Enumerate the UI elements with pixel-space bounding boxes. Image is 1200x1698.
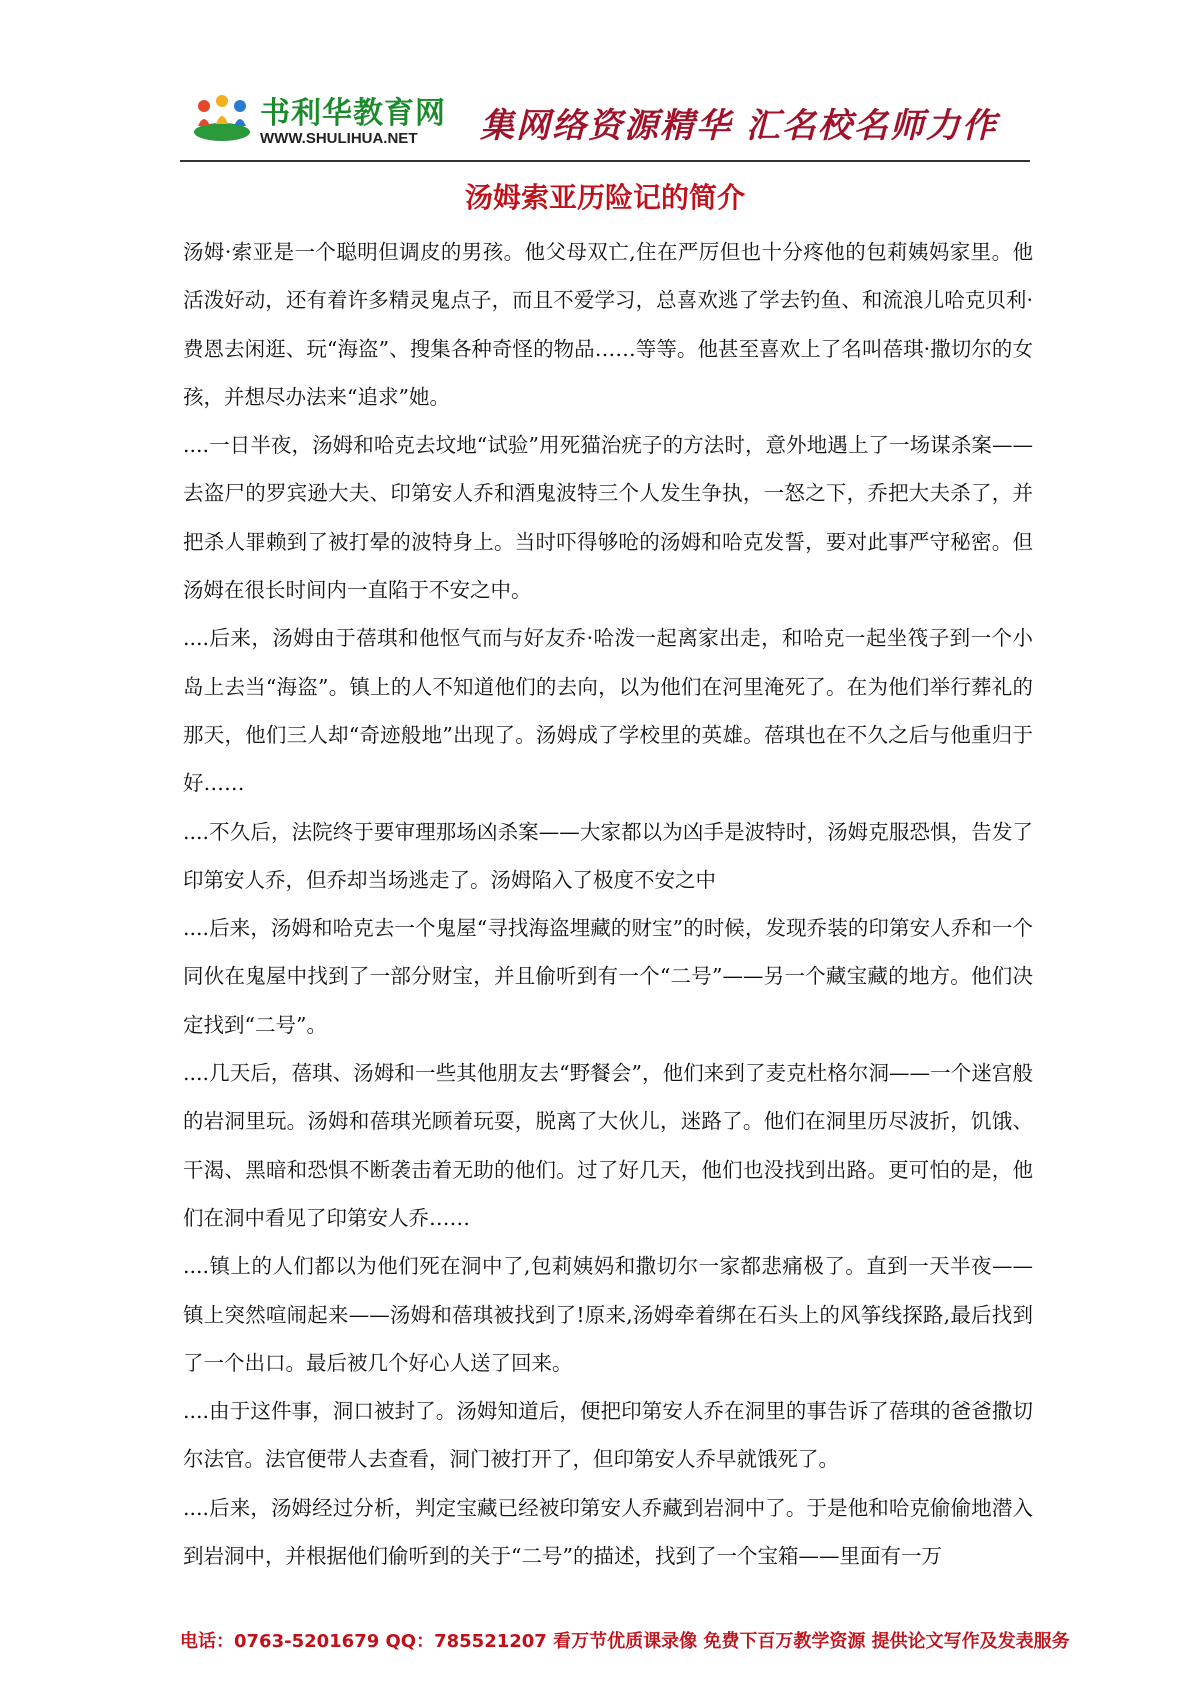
paragraph: ....后来，汤姆由于蓓琪和他怄气而与好友乔·哈泼一起离家出走，和哈克一起坐筏子到一个小岛上去当“海盗”。镇上的人不知道他们的去向，以为他们在河里淹死了。在为他们举行葬礼的那天，他们三人却“奇迹般地”出现了。汤姆成了学校里的英雄。蓓琪也在不久之后与他重归于好……	[183, 626, 1033, 796]
footer-banner: 电话：0763-5201679 QQ：785521207 看万节优质课录像 免费下百万教学资源 提供论文写作及发表服务	[180, 1631, 1070, 1652]
paragraph: ....后来，汤姆和哈克去一个鬼屋“寻找海盗埋藏的财宝”的时候，发现乔装的印第安人乔和一个同伙在鬼屋中找到了一部分财宝，并且偷听到有一个“二号”——另一个藏宝藏的地方。他们决定找到“二号”。	[183, 916, 1033, 1037]
header-divider	[180, 160, 1030, 162]
paragraph: ....镇上的人们都以为他们死在洞中了,包莉姨妈和撒切尔一家都悲痛极了。直到一天半夜——镇上突然喧闹起来——汤姆和蓓琪被找到了!原来,汤姆牵着绑在石头上的风筝线探路,最后找到了一个出口。最后被几个好心人送了回来。	[183, 1254, 1033, 1375]
paragraph: ....后来，汤姆经过分析，判定宝藏已经被印第安人乔藏到岩洞中了。于是他和哈克偷偷地潜入到岩洞中，并根据他们偷听到的关于“二号”的描述，找到了一个宝箱——里面有一万	[183, 1495, 1033, 1569]
paragraph: 汤姆·索亚是一个聪明但调皮的男孩。他父母双亡,住在严厉但也十分疼他的包莉姨妈家里。他活泼好动，还有着许多精灵鬼点子，而且不爱学习，总喜欢逃了学去钓鱼、和流浪儿哈克贝利·费恩去闲逛、玩“海盗”、搜集各种奇怪的物品……等等。他甚至喜欢上了名叫蓓琪·撒切尔的女孩，并想尽办法来“追求”她。	[183, 240, 1033, 409]
paragraph: ....由于这件事，洞口被封了。汤姆知道后，便把印第安人乔在洞里的事告诉了蓓琪的爸爸撒切尔法官。法官便带人去查看，洞门被打开了，但印第安人乔早就饿死了。	[183, 1399, 1033, 1472]
logo-url[interactable]: WWW.SHULIHUA.NET	[260, 130, 418, 147]
people-logo-icon	[192, 92, 252, 142]
page-title: 汤姆索亚历险记的简介	[464, 181, 745, 214]
header-slogan: 集网络资源精华 汇名校名师力作	[480, 106, 998, 146]
paragraph: ....不久后，法院终于要审理那场凶杀案——大家都以为凶手是波特时，汤姆克服恐惧，告发了印第安人乔，但乔却当场逃走了。汤姆陷入了极度不安之中	[183, 819, 1033, 892]
article-body	[183, 228, 1033, 1580]
logo-text: 书利华教育网	[260, 96, 446, 131]
site-header	[180, 78, 1030, 158]
paragraph: ....一日半夜，汤姆和哈克去坟地“试验”用死猫治疣子的方法时，意外地遇上了一场谋杀案——去盗尸的罗宾逊大夫、印第安人乔和酒鬼波特三个人发生争执，一怒之下，乔把大夫杀了，并把杀人罪赖到了被打晕的波特身上。当时吓得够呛的汤姆和哈克发誓，要对此事严守秘密。但汤姆在很长时间内一直陷于不安之中。	[183, 433, 1033, 603]
paragraph: ....几天后，蓓琪、汤姆和一些其他朋友去“野餐会”，他们来到了麦克杜格尔洞——一个迷宫般的岩洞里玩。汤姆和蓓琪光顾着玩耍，脱离了大伙儿，迷路了。他们在洞里历尽波折，饥饿、干渴、黑暗和恐惧不断袭击着无助的他们。过了好几天，他们也没找到出路。更可怕的是，他们在洞中看见了印第安人乔……	[183, 1061, 1033, 1230]
